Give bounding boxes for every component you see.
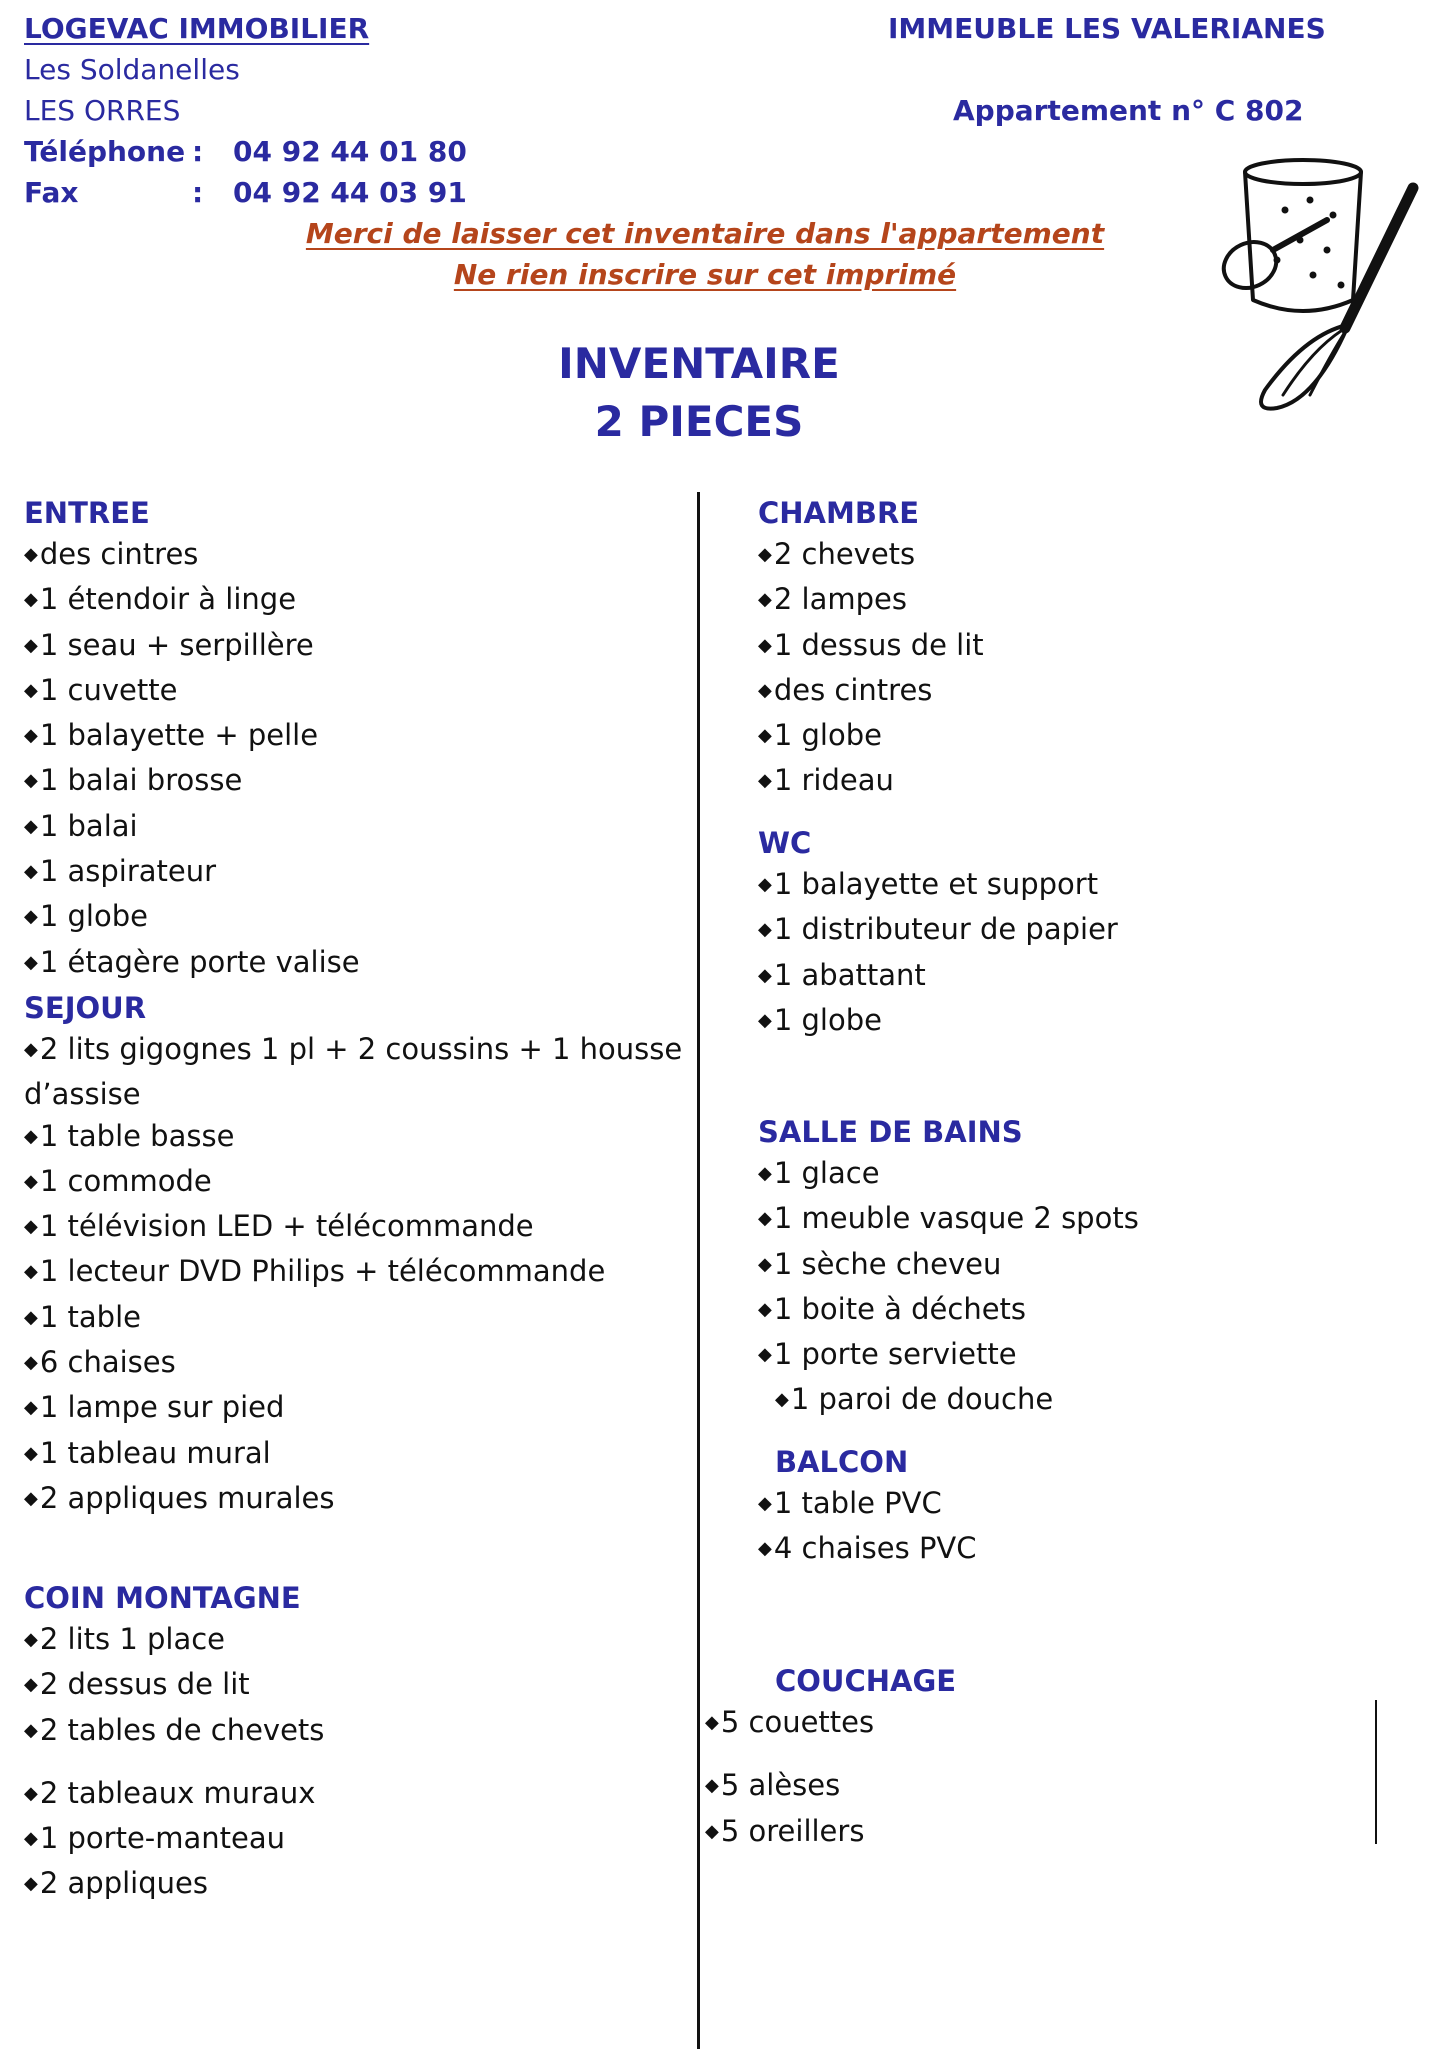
list-item: ◆1 sèche cheveu	[758, 1246, 1002, 1281]
bullet-icon: ◆	[24, 770, 38, 792]
bullet-icon: ◆	[24, 544, 38, 565]
list-item: ◆1 aspirateur	[24, 854, 217, 889]
list-item: ◆des cintres	[24, 537, 199, 571]
bullet-icon: ◆	[758, 1344, 772, 1366]
bullet-icon: ◆	[24, 1719, 38, 1741]
bullet-icon: ◆	[758, 1298, 772, 1320]
bullet-icon: ◆	[24, 589, 38, 611]
bullet-icon: ◆	[24, 1782, 38, 1804]
section-title: WC	[758, 826, 812, 860]
list-item: ◆des cintres	[758, 672, 933, 707]
list-item: ◆5 couettes	[705, 1705, 875, 1739]
page-subtitle: 2 PIECES	[594, 397, 804, 446]
list-item: ◆1 étagère porte valise	[24, 944, 360, 979]
bullet-icon: ◆	[24, 906, 38, 928]
bullet-icon: ◆	[24, 1442, 38, 1464]
bullet-icon: ◆	[24, 634, 38, 656]
bullet-icon: ◆	[758, 634, 772, 656]
bullet-icon: ◆	[24, 815, 38, 837]
bullet-icon: ◆	[775, 1389, 789, 1411]
list-item: ◆1 dessus de lit	[758, 627, 984, 662]
list-item: ◆1 lampe sur pied	[24, 1390, 285, 1425]
company-name: LOGEVAC IMMOBILIER	[24, 12, 370, 45]
list-item: ◆1 meuble vasque 2 spots	[758, 1201, 1139, 1236]
list-item: ◆1 balayette + pelle	[24, 718, 319, 753]
list-item: ◆1 balai	[24, 808, 138, 843]
phone-separator: :	[192, 135, 204, 168]
bullet-icon: ◆	[24, 679, 38, 701]
list-item: ◆1 tableau mural	[24, 1435, 271, 1470]
list-item: ◆6 chaises	[24, 1345, 176, 1380]
fax-label: Fax	[24, 176, 79, 209]
list-item: ◆1 table	[24, 1299, 141, 1334]
list-item: ◆2 lits gigognes 1 pl + 2 coussins + 1 housse	[24, 1032, 683, 1066]
bullet-icon: ◆	[24, 951, 38, 973]
bullet-icon: ◆	[24, 1216, 38, 1238]
bullet-icon: ◆	[758, 1208, 772, 1230]
fax-separator: :	[192, 176, 204, 209]
list-item: ◆2 dessus de lit	[24, 1667, 250, 1702]
fax-number: 04 92 44 03 91	[233, 176, 467, 209]
bullet-icon: ◆	[24, 1170, 38, 1192]
section-wc	[758, 823, 1118, 1045]
bullet-icon: ◆	[758, 679, 772, 701]
list-item: ◆1 globe	[758, 1002, 882, 1037]
list-item: ◆5 oreillers	[705, 1813, 865, 1848]
list-item: ◆1 globe	[24, 899, 148, 934]
apartment-number: Appartement n° C 802	[953, 94, 1304, 127]
section-couchage	[705, 1661, 957, 1856]
list-item: ◆1 seau + serpillère	[24, 627, 314, 662]
section-entree	[24, 493, 360, 987]
bullet-icon: ◆	[758, 725, 772, 747]
column-divider	[697, 492, 700, 2049]
bullet-icon: ◆	[758, 1538, 772, 1560]
section-coin-montagne	[24, 1578, 324, 1909]
bullet-icon: ◆	[758, 1009, 772, 1031]
bullet-icon: ◆	[758, 874, 772, 895]
list-item: ◆1 balai brosse	[24, 763, 243, 798]
bullet-icon: ◆	[24, 1674, 38, 1696]
list-item: ◆1 porte serviette	[758, 1337, 1017, 1372]
section-title: SALLE DE BAINS	[758, 1115, 1023, 1149]
list-item: ◆2 chevets	[758, 537, 916, 571]
list-item: ◆1 boite à déchets	[758, 1291, 1027, 1326]
bullet-icon: ◆	[758, 1493, 772, 1514]
list-item: ◆2 appliques murales	[24, 1480, 335, 1515]
bullet-icon: ◆	[705, 1712, 719, 1733]
building-name: IMMEUBLE LES VALERIANES	[888, 12, 1326, 45]
list-item: ◆2 lampes	[758, 582, 907, 617]
bullet-icon: ◆	[758, 1253, 772, 1275]
list-item: ◆2 lits 1 place	[24, 1622, 226, 1656]
list-item: ◆2 tableaux muraux	[24, 1775, 316, 1810]
bullet-icon: ◆	[24, 1629, 38, 1650]
bullet-icon: ◆	[758, 544, 772, 565]
list-item: ◆1 globe	[758, 718, 882, 753]
section-title: SEJOUR	[24, 991, 147, 1025]
list-item: ◆1 cuvette	[24, 672, 178, 707]
bullet-icon: ◆	[758, 589, 772, 611]
list-item: ◆1 glace	[758, 1156, 880, 1190]
bullet-icon: ◆	[24, 1352, 38, 1374]
list-item: ◆1 rideau	[758, 763, 894, 798]
bullet-icon: ◆	[24, 1039, 38, 1060]
section-title: ENTREE	[24, 496, 150, 530]
list-item: ◆5 alèses	[705, 1768, 841, 1803]
section-title: CHAMBRE	[758, 496, 920, 530]
list-item: ◆1 table basse	[24, 1118, 235, 1153]
list-item: ◆1 distributeur de papier	[758, 912, 1118, 947]
section-sejour	[24, 988, 682, 1523]
list-item: ◆1 paroi de douche	[775, 1382, 1054, 1417]
list-item: ◆1 télévision LED + télécommande	[24, 1209, 534, 1244]
bullet-icon: ◆	[758, 919, 772, 941]
phone-number: 04 92 44 01 80	[233, 135, 467, 168]
list-item: ◆2 appliques	[24, 1866, 208, 1901]
list-item: ◆1 lecteur DVD Philips + télécommande	[24, 1254, 606, 1289]
bullet-icon: ◆	[758, 1163, 772, 1184]
bullet-icon: ◆	[758, 964, 772, 986]
notice-leave-inventory: Merci de laisser cet inventaire dans l'appartement	[305, 217, 1105, 250]
bullet-icon: ◆	[24, 1487, 38, 1509]
section-title: BALCON	[775, 1445, 909, 1479]
bullet-icon: ◆	[24, 1125, 38, 1147]
page-title: INVENTAIRE	[558, 339, 840, 388]
bullet-icon: ◆	[758, 770, 772, 792]
list-item: ◆1 porte-manteau	[24, 1821, 286, 1856]
section-title: COIN MONTAGNE	[24, 1581, 301, 1615]
list-item: ◆1 étendoir à linge	[24, 582, 297, 617]
town-name: LES ORRES	[24, 94, 181, 127]
couchage-side-rule	[1375, 1700, 1377, 1844]
section-salle-de-bains	[758, 1112, 1139, 1425]
bullet-icon: ◆	[24, 725, 38, 747]
notice-do-not-write: Ne rien inscrire sur cet imprimé	[453, 258, 957, 291]
bullet-icon: ◆	[24, 861, 38, 883]
residence-name: Les Soldanelles	[24, 53, 240, 86]
list-item: ◆1 table PVC	[758, 1486, 942, 1520]
list-item: ◆2 tables de chevets	[24, 1712, 325, 1747]
list-item-continuation: d’assise	[24, 1077, 141, 1112]
bullet-icon: ◆	[24, 1306, 38, 1328]
bullet-icon: ◆	[24, 1873, 38, 1895]
list-item: ◆4 chaises PVC	[758, 1531, 977, 1566]
section-balcon	[758, 1442, 977, 1574]
bullet-icon: ◆	[24, 1828, 38, 1850]
section-title: COUCHAGE	[775, 1664, 957, 1698]
list-item: ◆1 balayette et support	[758, 867, 1099, 901]
bullet-icon: ◆	[24, 1261, 38, 1283]
phone-label: Téléphone	[24, 135, 186, 168]
bullet-icon: ◆	[24, 1397, 38, 1419]
list-item: ◆1 abattant	[758, 957, 926, 992]
section-chambre	[758, 493, 984, 806]
bullet-icon: ◆	[705, 1775, 719, 1797]
bullet-icon: ◆	[705, 1820, 719, 1842]
list-item: ◆1 commode	[24, 1163, 212, 1198]
